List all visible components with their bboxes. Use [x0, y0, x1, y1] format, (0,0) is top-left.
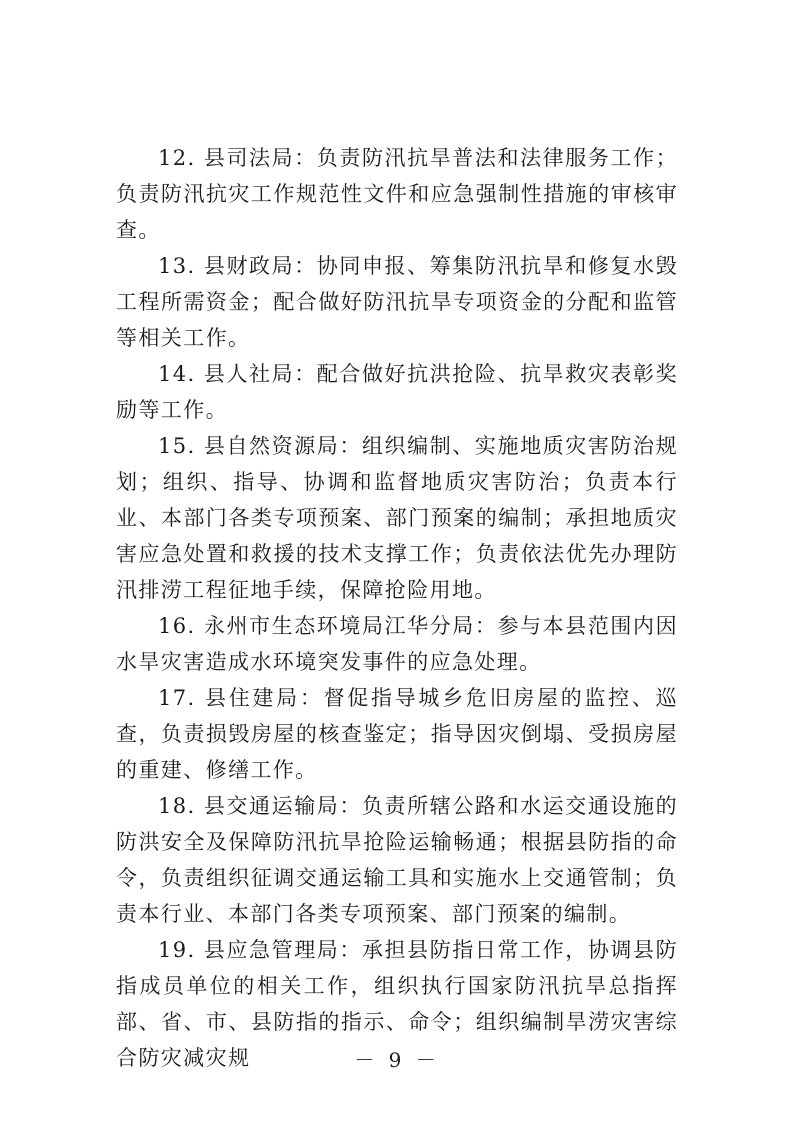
paragraph-15-natural-resources-bureau: 15. 县自然资源局：组织编制、实施地质灾害防治规划；组织、指导、协调和监督地质灾害防治；负责本行业、本部门各类专项预案、部门预案的编制；承担地质灾害应急处置和救援的技术支撑工作；负责依法优先办理防汛排涝工程征地手续，保障抢险用地。: [116, 434, 678, 602]
paragraph-16-ecology-environment-branch: 16. 永州市生态环境局江华分局：参与本县范围内因水旱灾害造成水环境突发事件的应急处理。: [116, 614, 678, 674]
document-body: [116, 140, 678, 1076]
paragraph-19-emergency-management-bureau: 19. 县应急管理局：承担县防指日常工作，协调县防指成员单位的相关工作，组织执行国家防汛抗旱总指挥部、省、市、县防指的指示、命令；组织编制旱涝灾害综合防灾减灾规: [116, 938, 678, 1070]
paragraph-18-transportation-bureau: 18. 县交通运输局：负责所辖公路和水运交通设施的防洪安全及保障防汛抗旱抢险运输畅通；根据县防指的命令，负责组织征调交通运输工具和实施水上交通管制；负责本行业、本部门各类专项预案、部门预案的编制。: [116, 794, 678, 926]
paragraph-13-finance-bureau: 13. 县财政局：协同申报、筹集防汛抗旱和修复水毁工程所需资金；配合做好防汛抗旱专项资金的分配和监管等相关工作。: [116, 254, 678, 350]
paragraph-14-human-resources-bureau: 14. 县人社局：配合做好抗洪抢险、抗旱救灾表彰奖励等工作。: [116, 362, 678, 422]
paragraph-17-housing-construction-bureau: 17. 县住建局：督促指导城乡危旧房屋的监控、巡查，负责损毁房屋的核查鉴定；指导因灾倒塌、受损房屋的重建、修缮工作。: [116, 686, 678, 782]
page-number: － 9 －: [354, 1048, 440, 1072]
paragraph-12-judicial-bureau: 12. 县司法局：负责防汛抗旱普法和法律服务工作；负责防汛抗灾工作规范性文件和应急强制性措施的审核审查。: [116, 146, 678, 242]
